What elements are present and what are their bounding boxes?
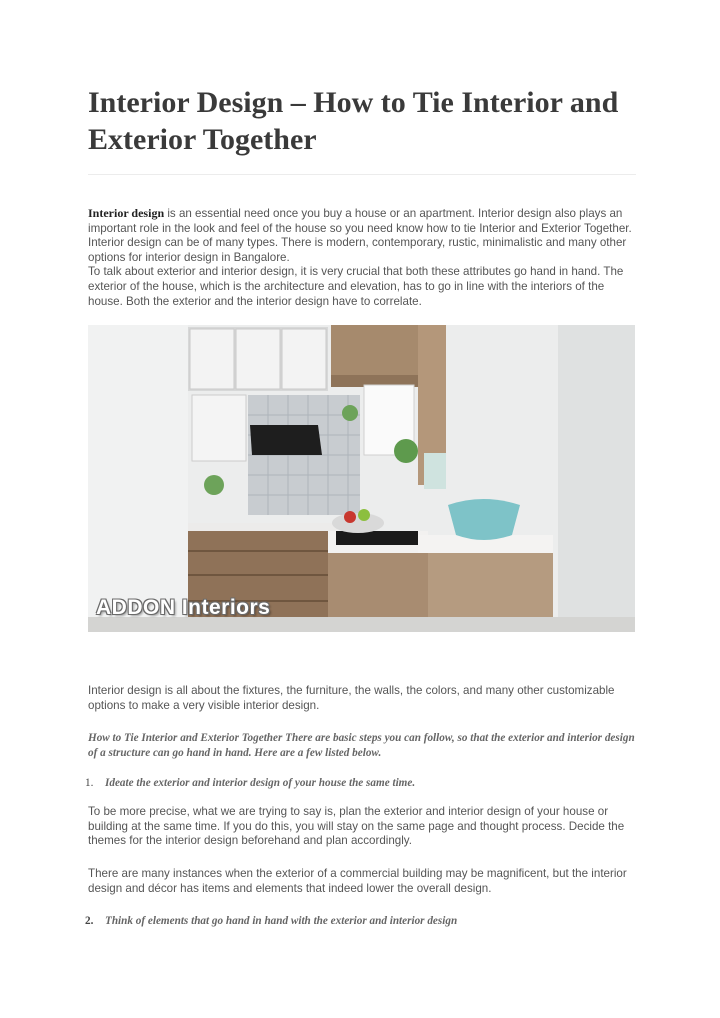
intro-lead: Interior design [88,206,165,220]
body-paragraph-3: There are many instances when the exterior of a commercial building may be magnificent, but the interior design and décor has items and elements that indeed lower the overall design. [88,867,627,895]
body-paragraph-2: To be more precise, what we are trying to say is, plan the exterior and interior design of your house or building at the same time. If you do this, you will stay on the same page and thought process. Decide the themes for the interior design beforehand and plan accordingly. [88,805,625,848]
steps-intro: How to Tie Interior and Exterior Together There are basic steps you can follow, so that the exterior and interior design of a structure can go hand in hand. Here are a few listed below. [88,732,635,759]
list-number-1: 1. [85,777,94,789]
list-text-2: Think of elements that go hand in hand with the exterior and interior design [105,915,458,927]
list-item-2 [85,914,457,928]
kitchen-photo [88,325,635,632]
intro-paragraph [88,206,640,309]
intro-text: is an essential need once you buy a house or an apartment. Interior design also plays an important role in the look and feel of the house so you need know how to tie Interior and Exterior Together. Interior design can be of many types. There is modern, contemporary, rustic, minimalistic and many other options for interior design in Bangalore. [88,207,632,264]
list-number-2: 2. [85,915,94,927]
body-paragraph-1: Interior design is all about the fixtures, the furniture, the walls, the colors, and many other customizable options to make a very visible interior design. [88,684,615,712]
list-text-1: Ideate the exterior and interior design of your house the same time. [105,777,416,789]
title-divider [88,174,636,175]
watermark-logo: ADDON Interiors [96,596,271,619]
kitchen-illustration [88,325,635,632]
intro-text-2: To talk about exterior and interior design, it is very crucial that both these attributes go hand in hand. The exterior of the house, which is the architecture and elevation, has to go in line with the interiors of the house. Both the exterior and the interior design have to correlate. [88,265,624,308]
list-item-1 [85,776,415,790]
page-title: Interior Design – How to Tie Interior and Exterior Together [88,86,619,156]
